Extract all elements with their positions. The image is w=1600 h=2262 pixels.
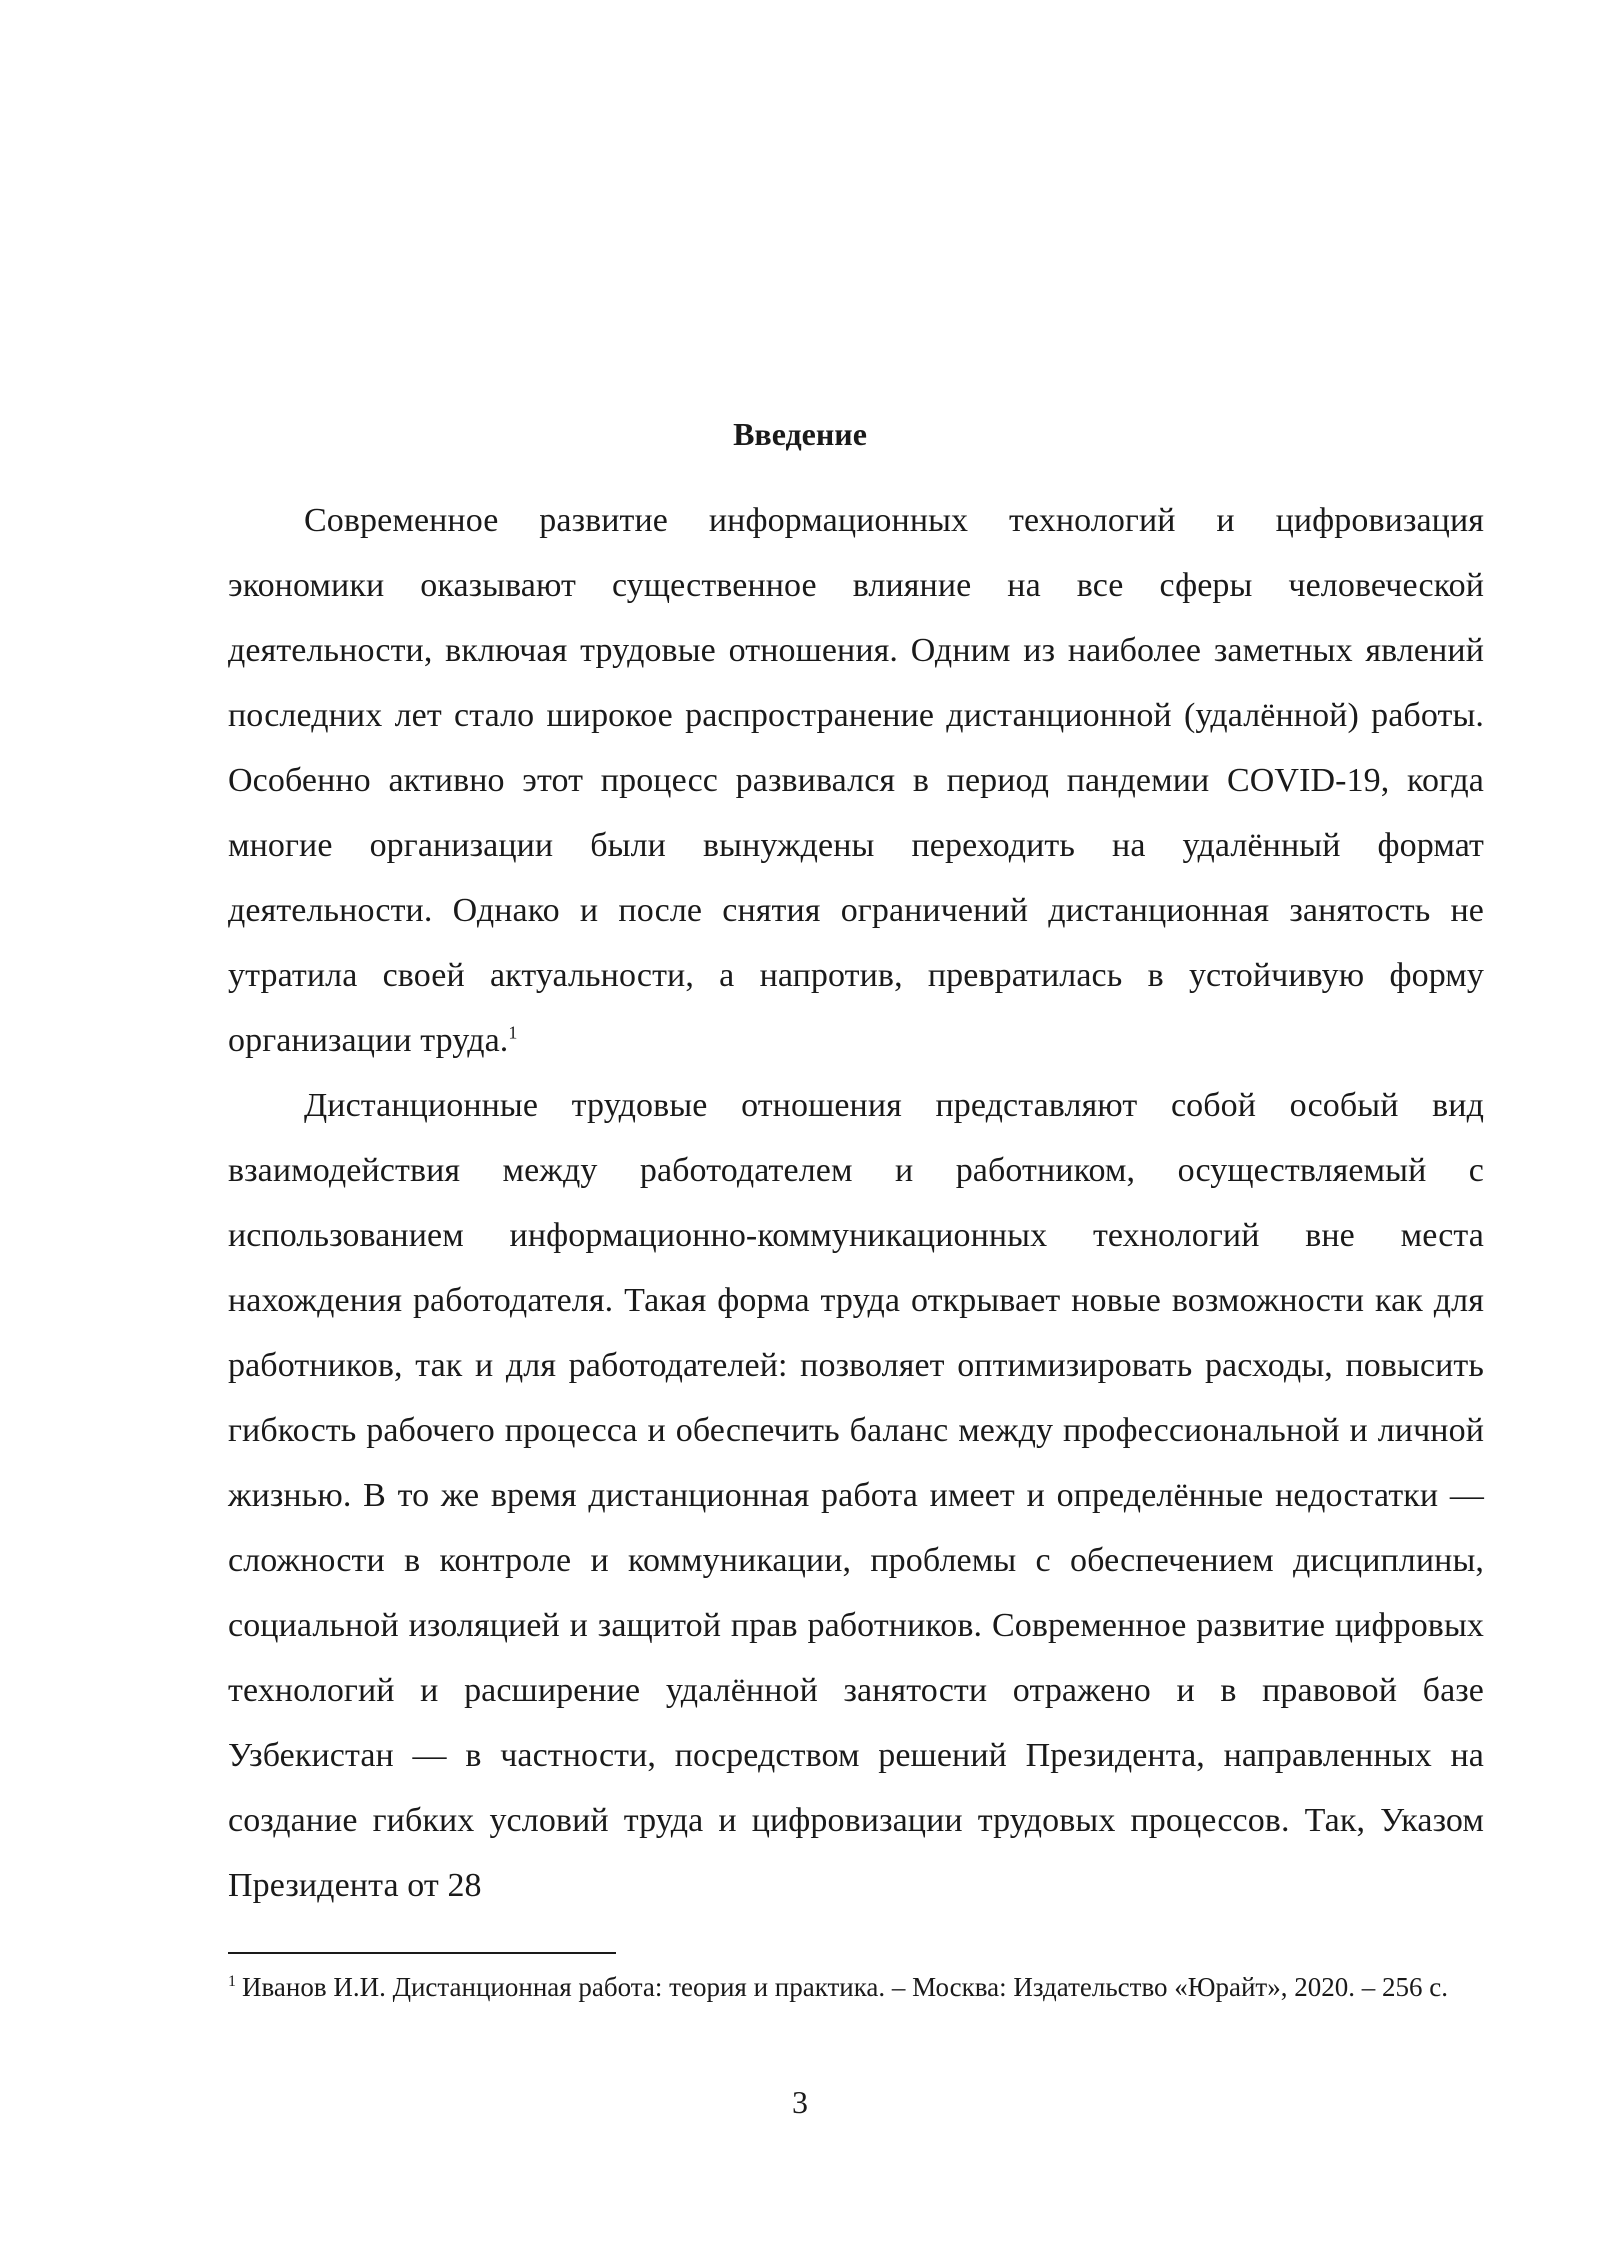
paragraph-1-text: Современное развитие информационных технологий и цифровизация экономики оказывают существенное влияние на все сферы человеческой деятельности, включая трудовые отношения. Одним из наиболее заметных явлений последних лет стало широкое распространение дистанционной (удалённой) работы. Особенно активно этот процесс развивался в период пандемии COVID-19, когда многие организации были вынуждены переходить на удалённый формат деятельности. Однако и после снятия ограничений дистанционная занятость не утратила своей актуальности, а напротив, превратилась в устойчивую форму организации труда. (228, 502, 1484, 1059)
footnote-reference[interactable]: 1 (508, 1022, 518, 1043)
footnote (228, 1966, 1484, 2008)
paragraph-2: Дистанционные трудовые отношения представляют собой особый вид взаимодействия между работодателем и работником, осуществляемый с использованием информационно-коммуникационных технологий вне места нахождения работодателя. Такая форма труда открывает новые возможности как для работников, так и для работодателей: позволяет оптимизировать расходы, повысить гибкость рабочего процесса и обеспечить баланс между профессиональной и личной жизнью. В то же время дистанционная работа имеет и определённые недостатки — сложности в контроле и коммуникации, проблемы с обеспечением дисциплины, социальной изоляцией и защитой прав работников. Современное развитие цифровых технологий и расширение удалённой занятости отражено и в правовой базе Узбекистан — в частности, посредством решений Президента, направленных на создание гибких условий труда и цифровизации трудовых процессов. Так, Указом Президента от 28 (228, 1087, 1484, 1904)
page-number: 3 (792, 2084, 808, 2120)
section-heading: Введение (733, 416, 867, 452)
paragraph-1 (228, 488, 1484, 1073)
footnote-number: 1 (228, 1973, 236, 1990)
footnote-text: Иванов И.И. Дистанционная работа: теория и практика. – Москва: Издательство «Юрайт», 2020. – 256 с. (242, 1972, 1448, 2002)
body-text (228, 488, 1484, 1918)
footnote-separator (228, 1952, 616, 1954)
